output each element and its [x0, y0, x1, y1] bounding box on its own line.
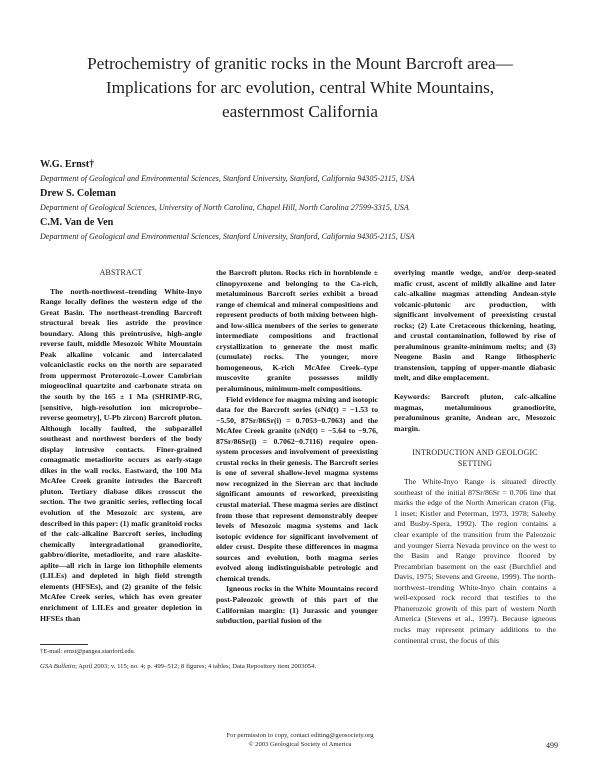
- column-left: [40, 268, 202, 624]
- abstract-paragraph-3-cont: overlying mantle wedge, and/or deep-seated mafic crust, ascent of mildly alkaline and later calc-alkaline magmas attending Andean-style volcanic-plutonic arc production, with significant involvement of preexisting crustal rocks; (2) Late Cretaceous thickening, heating, and crustal contamination, followed by rise of peraluminous granite-minimum melts; and (3) Neogene Basin and Range lithospheric transtension, tapping of upper-mantle diabasic melt, and dike emplacement.: [394, 268, 556, 383]
- title-line-1: Petrochemistry of granitic rocks in the Mount Barcroft area—: [87, 54, 513, 73]
- keywords: [394, 392, 556, 434]
- journal-name: GSA Bulletin: [40, 663, 75, 670]
- column-middle: [216, 268, 378, 627]
- author-affiliation: Department of Geological Sciences, University of North Carolina, Chapel Hill, North Carolina 27599-3315, USA: [40, 203, 409, 212]
- author-affiliation: Department of Geological and Environmental Sciences, Stanford University, Stanford, California 94305-2115, USA: [40, 174, 415, 183]
- abstract-paragraph-1: The north-northwest–trending White-Inyo Range locally defines the western edge of the Great Basin. The northeast-trending Barcroft structural break lies astride the province boundary. Along this preintrusive, high-angle reverse fault, middle Mesozoic White Mountain Peak alkaline volcanic and intercalated volcaniclastic rocks on the north are separated from uppermost Proterozoic–Lower Cambrian miogeoclinal quartzite and carbonate strata on the south by the 165 ± 1 Ma (SHRIMP-RG, [sensitive, high-resolution ion microprobe–reverse geometry], U-Pb zircon) Barcroft pluton. Although locally faulted, the subparallel southeast and northwest borders of the body display intrusive contacts. Finer-grained comagmatic metadiorite occurs as early-stage dikes in the wall rocks. Eastward, the 100 Ma McAfee Creek granite intrudes the Barcroft pluton. Tertiary diabase dikes crosscut the section. The two granitic series, reflecting local evolution of the Mesozoic arc system, are described in this paper: (1) mafic granitoid rocks of the calc-alkaline Barcroft series, including chemically intergradational granodiorite, gabbro/diorite, metadiorite, and rare alaskite-aplite—all rich in large ion lithophile elements (LILEs) and depleted in high field strength elements (HFSEs), and (2) granite of the felsic McAfee Creek series, which has even greater enrichment of LILEs and greater depletion in HFSEs than: [40, 286, 202, 623]
- keywords-label: Keywords:: [394, 392, 431, 402]
- intro-paragraph: The White-Inyo Range is situated directly southeast of the initial 87Sr/86Sr = 0.706 line that marks the edge of the North American craton (Fig. 1 inset; Kistler and Peterman, 1973, 1978; Saleeby and Busby-Spera, 1992). The region contains a clear example of the transition from the Paleozoic and younger Sierra Nevada province on the west to the Basin and Range province floored by Precambrian basement on the east (Burchfiel and Davis, 1975; Stevens and Greene, 1999). The north-northwest–trending White-Inyo chain contains a well-exposed rock record that testifies to the Phanerozoic growth of this part of western North America (Stevens et al., 1997). Because igneous rocks may represent primary additions to the continental crust, the focus of this: [394, 477, 556, 645]
- abstract-paragraph-2: Field evidence for magma mixing and isotopic data for the Barcroft series (εNd(t) = −1.53 to −5.50, 87Sr/86Sr(i) = 0.7053−0.7063) and the McAfee Creek granite (εNd(t) = −5.64 to −9.76, 87Sr/86Sr(i) = 0.7062−0.7116) require open-system processes and involvement of preexisting crustal rocks in their genesis. The Barcroft series is one of several shallow-level magma systems now recognized in the Sierran arc that include significant amounts of reworked, preexisting crustal material. These magma series are distinct from those that represent demonstrably deeper levels of Mesozoic magma systems and lack isotopic evidence for significant involvement of older crust. Despite these differences in magma sources and evolution, both magma series evolved along indistinguishable petrologic and chemical trends.: [216, 394, 378, 583]
- abstract-paragraph-3: Igneous rocks in the White Mountains record post-Paleozoic growth of this part of the Californian margin: (1) Jurassic and younger subduction, partial fusion of the: [216, 584, 378, 626]
- abstract-paragraph-1-cont: the Barcroft pluton. Rocks rich in hornblende ± clinopyroxene and belonging to the Ca-rich, metaluminous Barcroft series exhibit a broad range of chemical and mineral compositions and represent products of both mixing between high- and low-silica members of the series to generate intermediate compositions and fractional crystallization to generate the most mafic (cumulate) rocks. The younger, more homogeneous, K-rich McAfee Creek–type muscovite granite possesses mildly peraluminous, minimum-melt compositions.: [216, 268, 378, 394]
- title-line-2: Implications for arc evolution, central White Mountains,: [105, 78, 495, 97]
- abstract-heading: ABSTRACT: [99, 268, 143, 277]
- intro-heading: [394, 448, 556, 469]
- keywords-text: Barcroft pluton, calc-alkaline magmas, metaluminous granodiorite, peraluminous granite, Andean arc, Mesozoic margin.: [394, 392, 557, 433]
- column-right: [394, 268, 556, 646]
- footnote: †E-mail: ernst@pangea.stanford.edu.: [40, 648, 136, 655]
- author-name: C.M. Van de Ven: [40, 217, 114, 228]
- author-name: W.G. Ernst†: [40, 159, 95, 170]
- journal-citation: [40, 663, 560, 670]
- page-number: 499: [546, 741, 558, 750]
- footnote-rule: [40, 644, 88, 645]
- author-name: Drew S. Coleman: [40, 188, 116, 199]
- title-line-3: easternmost California: [221, 102, 379, 121]
- permission-notice: For permission to copy, contact editing@geosociety.org: [226, 732, 374, 739]
- journal-details: ; April 2003; v. 115; no. 4; p. 499–512; 8 figures; 4 tables; Data Repository item 2003054.: [74, 663, 317, 670]
- copyright-notice: © 2003 Geological Society of America: [248, 741, 352, 748]
- paper-title: [40, 52, 560, 124]
- author-affiliation: Department of Geological and Environmental Sciences, Stanford University, Stanford, California 94305-2115, USA: [40, 232, 415, 241]
- intro-heading-line-2: SETTING: [457, 458, 493, 468]
- intro-heading-line-1: INTRODUCTION AND GEOLOGIC: [412, 448, 538, 458]
